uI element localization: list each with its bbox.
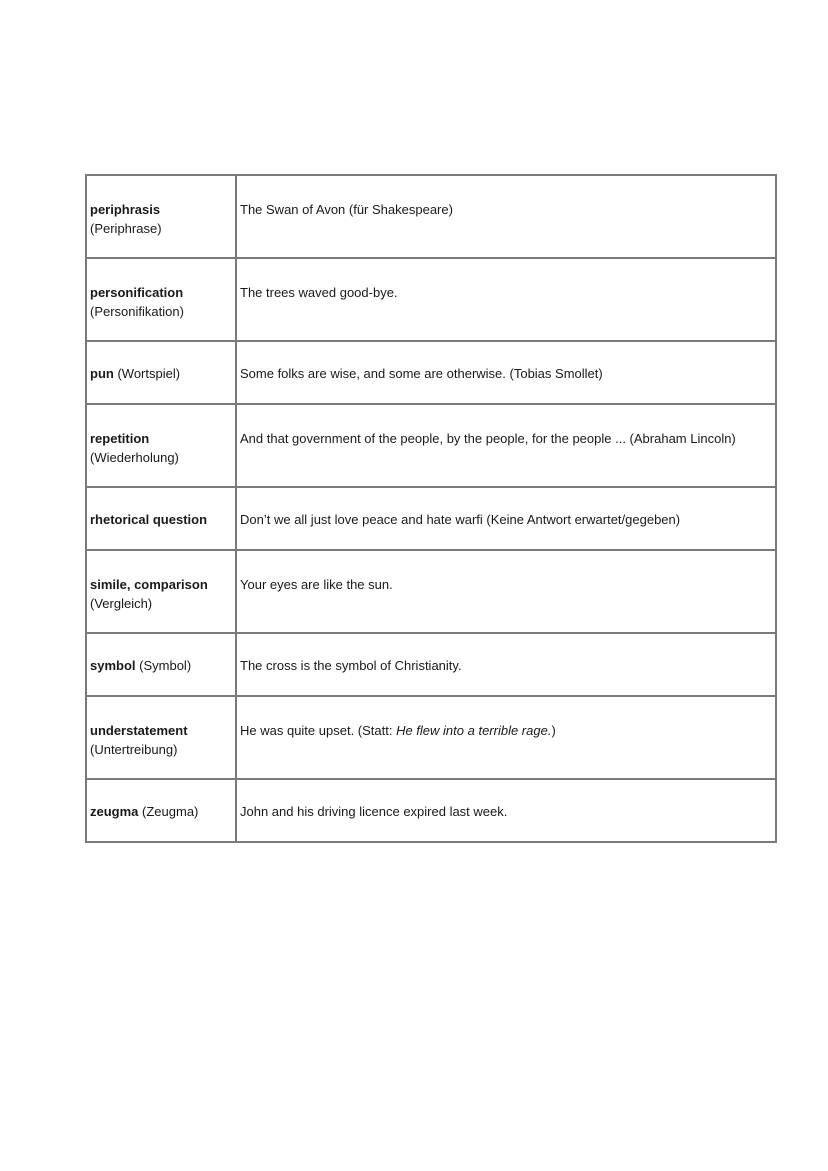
term-translation: (Periphrase) [90, 221, 162, 236]
example-cell [236, 696, 776, 779]
example-text: Don’t we all just love peace and hate warfi (Keine Antwort erwartet/gegeben) [240, 512, 681, 527]
table-row [86, 404, 776, 487]
term-translation: (Personifikation) [90, 304, 184, 319]
table-row [86, 696, 776, 779]
example-text: The Swan of Avon (für Shakespeare) [240, 202, 453, 217]
example-cell [236, 550, 776, 633]
term-translation: (Symbol) [139, 658, 192, 673]
term-translation: (Untertreibung) [90, 742, 178, 757]
example-text: And that government of the people, by the people, for the people ... (Abraham Lincoln) [240, 431, 736, 446]
example-text: The trees waved good-bye. [240, 285, 398, 300]
term-translation: (Wiederholung) [90, 450, 179, 465]
example-text-italic: He flew into a terrible rage. [396, 723, 552, 738]
example-cell [236, 175, 776, 258]
term-cell [86, 341, 236, 404]
term: periphrasis [90, 202, 161, 217]
example-cell [236, 404, 776, 487]
table-row [86, 258, 776, 341]
table-row [86, 487, 776, 550]
example-text-plain: He was quite upset. (Statt: [240, 723, 397, 738]
term: understatement [90, 723, 188, 738]
term-cell [86, 696, 236, 779]
term: personification [90, 285, 184, 300]
term-cell [86, 175, 236, 258]
example-text: John and his driving licence expired last week. [240, 804, 508, 819]
term-translation: (Zeugma) [142, 804, 199, 819]
term: simile, comparison [90, 577, 208, 592]
example-text: Some folks are wise, and some are otherwise. (Tobias Smollet) [240, 366, 603, 381]
table-row [86, 341, 776, 404]
term: rhetorical question [90, 512, 208, 527]
example-text: Your eyes are like the sun. [240, 577, 393, 592]
example-text: The cross is the symbol of Christianity. [240, 658, 462, 673]
term: zeugma [90, 804, 139, 819]
example-cell [236, 779, 776, 842]
term-cell [86, 258, 236, 341]
term-cell [86, 633, 236, 696]
term: repetition [90, 431, 150, 446]
term-translation: (Vergleich) [90, 596, 153, 611]
example-cell [236, 258, 776, 341]
table-row [86, 175, 776, 258]
term-cell [86, 550, 236, 633]
table-row [86, 550, 776, 633]
example-cell [236, 633, 776, 696]
term-cell [86, 779, 236, 842]
table-row [86, 633, 776, 696]
table-row [86, 779, 776, 842]
term: symbol [90, 658, 136, 673]
example-cell [236, 487, 776, 550]
stylistic-devices-table [85, 174, 777, 843]
term: pun [90, 366, 114, 381]
example-text-end: ) [551, 723, 556, 738]
term-cell [86, 487, 236, 550]
term-cell [86, 404, 236, 487]
term-translation: (Wortspiel) [117, 366, 181, 381]
example-cell [236, 341, 776, 404]
